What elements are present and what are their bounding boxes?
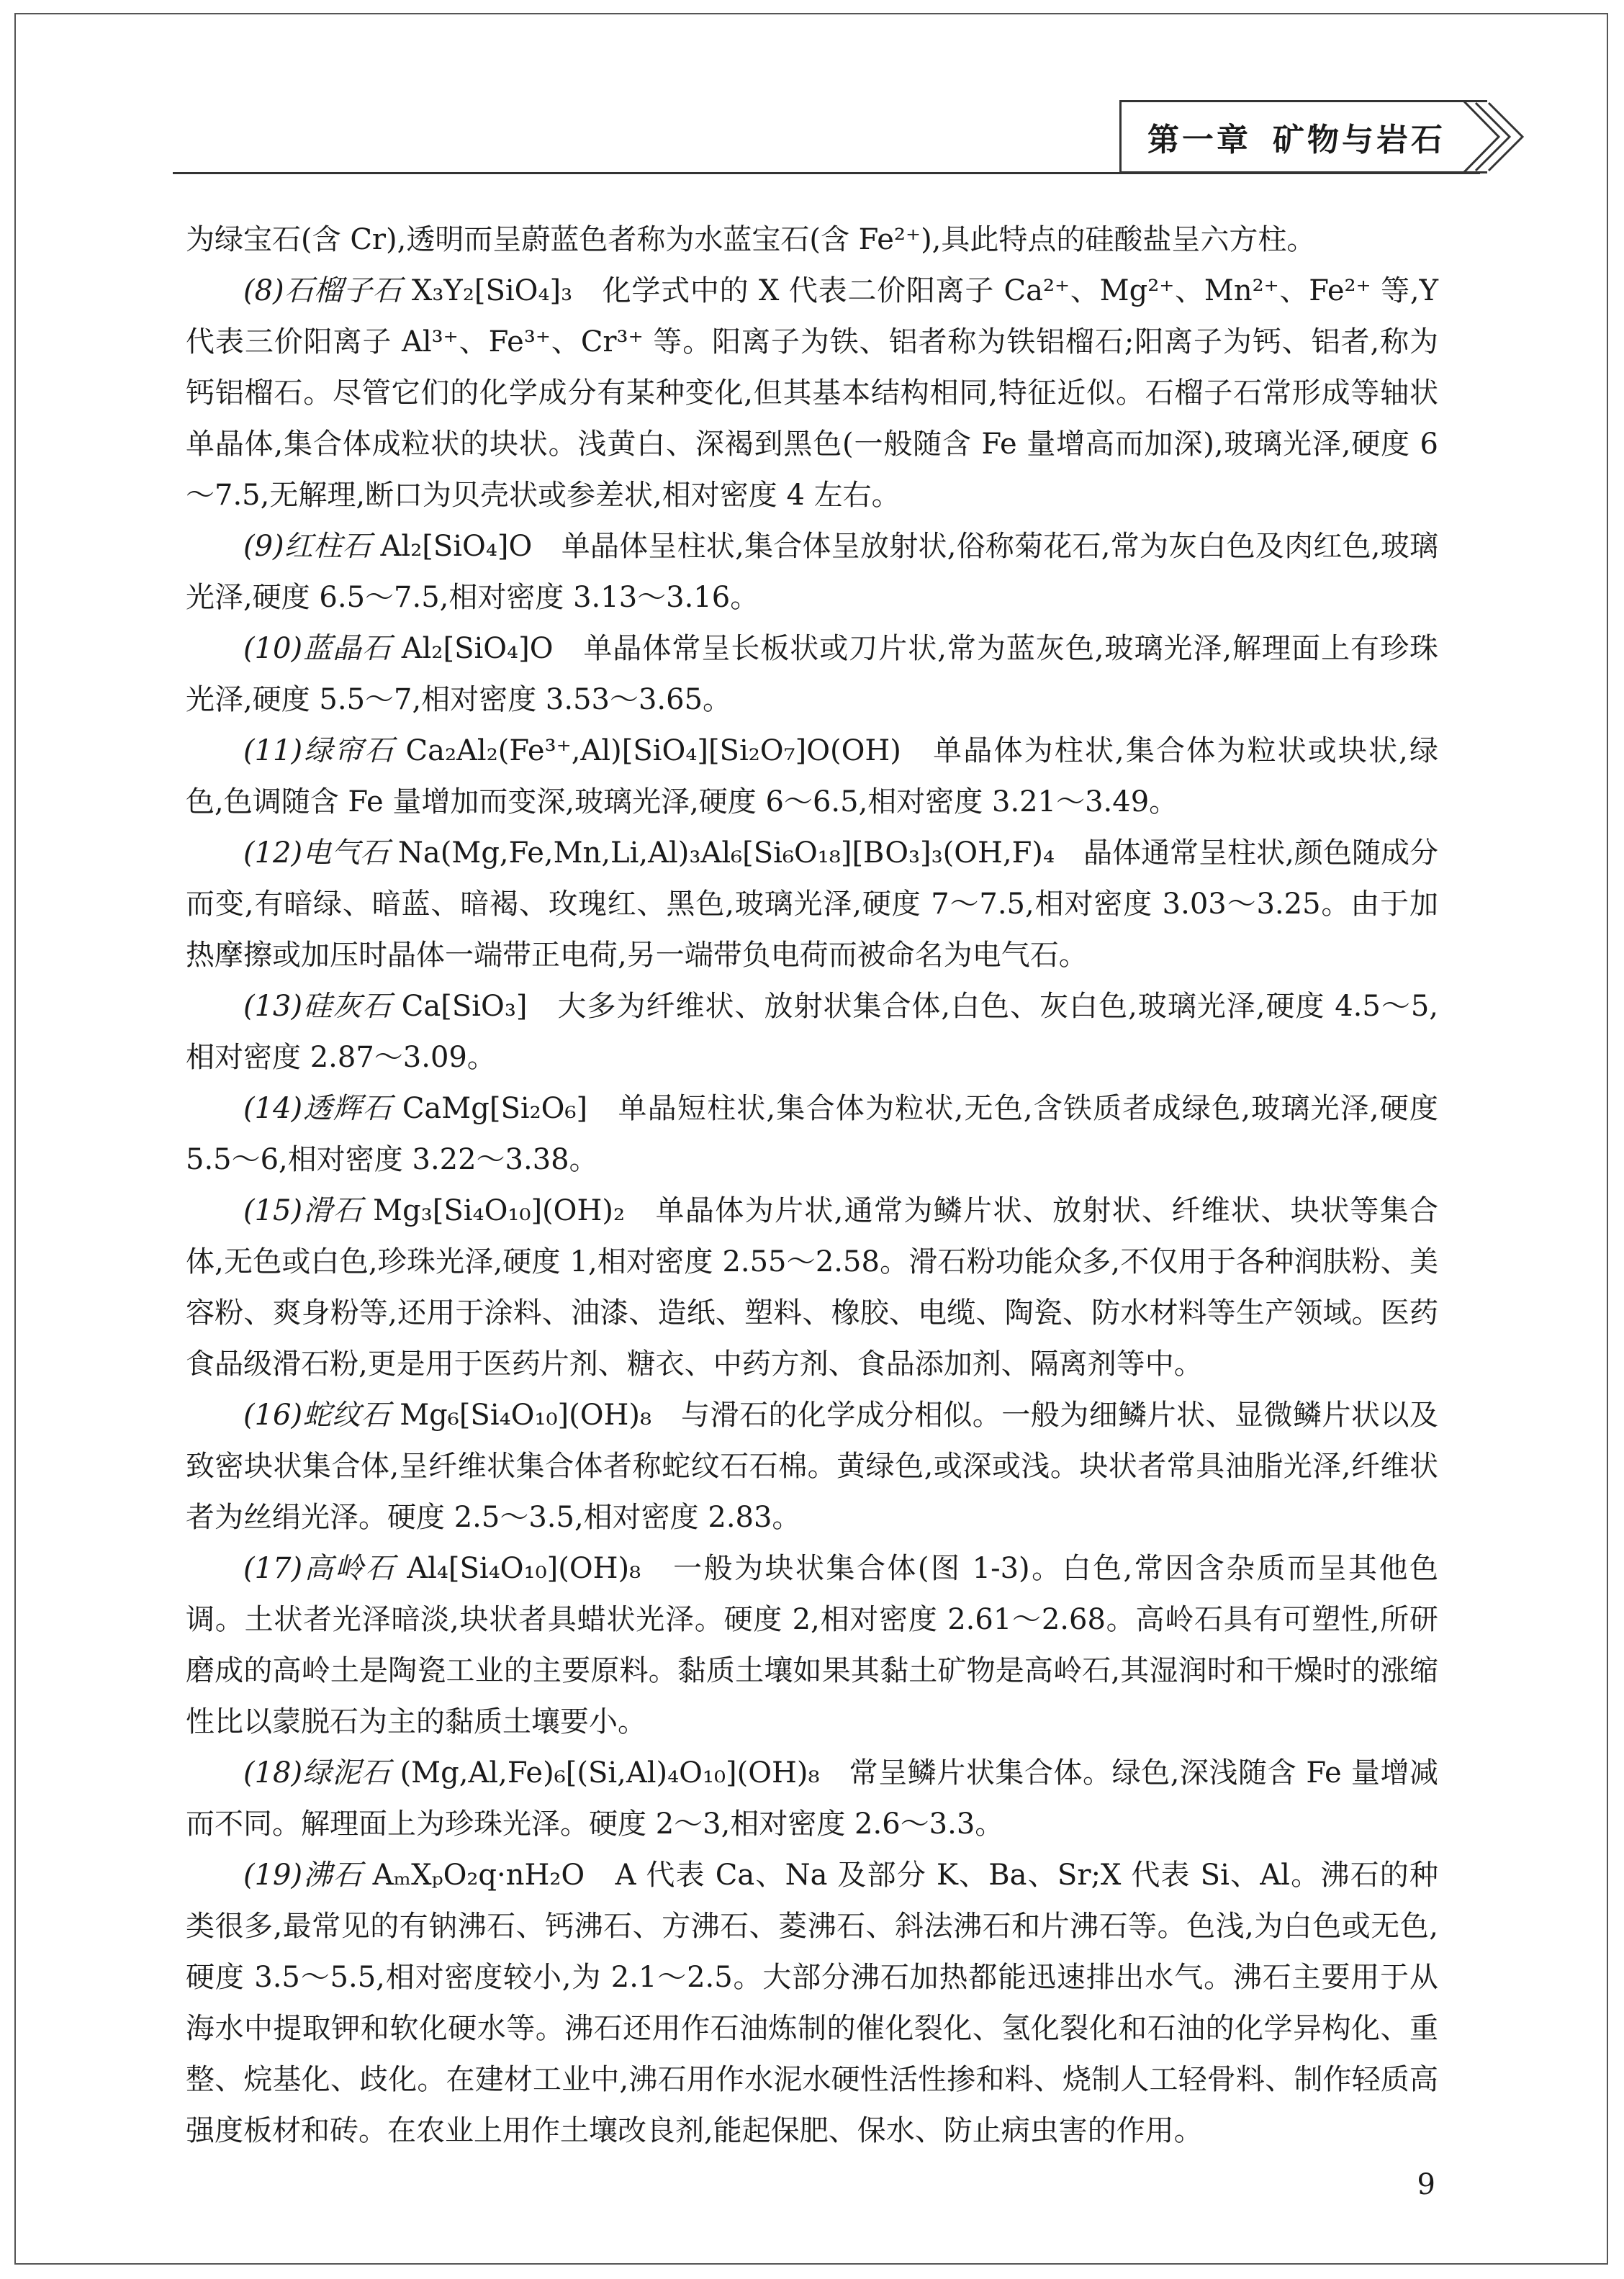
paragraph-text: Ca[SiO₃] 大多为纤维状、放射状集合体,白色、灰白色,玻璃光泽,硬度 4.5～5,相对密度 2.87～3.09。: [186, 990, 1438, 1074]
mineral-name: (9)红柱石: [243, 530, 371, 563]
chapter-header-box: [1119, 100, 1487, 173]
paragraph: [186, 266, 1438, 521]
mineral-name: (11)绿帘石: [243, 734, 395, 767]
page-number: 9: [1417, 2168, 1435, 2201]
mineral-name: (13)硅灰石: [243, 990, 392, 1023]
paragraph-text: CaMg[Si₂O₆] 单晶短柱状,集合体为粒状,无色,含铁质者成绿色,玻璃光泽,硬度 5.5～6,相对密度 3.22～3.38。: [186, 1092, 1439, 1176]
paragraph-text: X₃Y₂[SiO₄]₃ 化学式中的 X 代表二价阳离子 Ca²⁺、Mg²⁺、Mn²⁺、Fe²⁺ 等,Y 代表三价阳离子 Al³⁺、Fe³⁺、Cr³⁺ 等。阳离子为铁、铝者称为铁铝榴石;阳离子为钙、铝者,称为钙铝榴石。尽管它们的化学成分有某种变化,但其基本结构相同,特征近似。石榴子石常形成等轴状单晶体,集合体成粒状的块状。浅黄白、深褐到黑色(一般随含 Fe 量增高而加深),玻璃光泽,硬度 6～7.5,无解理,断口为贝壳状或参差状,相对密度 4 左右。: [186, 274, 1438, 512]
paragraph-text: Ca₂Al₂(Fe³⁺,Al)[SiO₄][Si₂O₇]O(OH) 单晶体为柱状,集合体为粒状或块状,绿色,色调随含 Fe 量增加而变深,玻璃光泽,硬度 6～6.5,相对密度 3.21～3.49。: [186, 734, 1438, 818]
body-text: [186, 215, 1438, 2157]
mineral-name: (12)电气石: [243, 836, 389, 870]
paragraph: [186, 623, 1438, 726]
mineral-name: (16)蛇纹石: [243, 1399, 391, 1432]
paragraph: [186, 521, 1438, 623]
paragraph-text: Mg₆[Si₄O₁₀](OH)₈ 与滑石的化学成分相似。一般为细鳞片状、显微鳞片状以及致密块状集合体,呈纤维状集合体者称蛇纹石石棉。黄绿色,或深或浅。块状者常具油脂光泽,纤维状者为丝绢光泽。硬度 2.5～3.5,相对密度 2.83。: [186, 1399, 1438, 1534]
paragraph: [186, 981, 1438, 1083]
paragraph: [186, 1748, 1438, 1850]
chevron-right-icon: [1457, 100, 1530, 173]
paragraph: [186, 1390, 1438, 1543]
paragraph: [186, 215, 1438, 266]
chapter-header: [1119, 101, 1487, 173]
paragraph-text: Al₄[Si₄O₁₀](OH)₈ 一般为块状集合体(图 1-3)。白色,常因含杂质而呈其他色调。土状者光泽暗淡,块状者具蜡状光泽。硬度 2,相对密度 2.61～2.68。高岭石具有可塑性,所研磨成的高岭土是陶瓷工业的主要原料。黏质土壤如果其黏土矿物是高岭石,其湿润时和干燥时的涨缩性比以蒙脱石为主的黏质土壤要小。: [186, 1552, 1439, 1738]
chapter-number: 第一章: [1147, 122, 1251, 158]
paragraph: [186, 1083, 1438, 1186]
paragraph-text: Na(Mg,Fe,Mn,Li,Al)₃Al₆[Si₆O₁₈][BO₃]₃(OH,F)₄ 晶体通常呈柱状,颜色随成分而变,有暗绿、暗蓝、暗褐、玫瑰红、黑色,玻璃光泽,硬度 7～7.5,相对密度 3.03～3.25。由于加热摩擦或加压时晶体一端带正电荷,另一端带负电荷而被命名为电气石。: [186, 836, 1439, 972]
mineral-name: (14)透辉石: [243, 1092, 392, 1125]
paragraph-text: (Mg,Al,Fe)₆[(Si,Al)₄O₁₀](OH)₈ 常呈鳞片状集合体。绿色,深浅随含 Fe 量增减而不同。解理面上为珍珠光泽。硬度 2～3,相对密度 2.6～3.3。: [186, 1756, 1439, 1841]
chapter-heading: [1147, 114, 1445, 160]
mineral-name: (15)滑石: [243, 1194, 364, 1227]
paragraph: [186, 1186, 1438, 1390]
paragraph-text: 为绿宝石(含 Cr),透明而呈蔚蓝色者称为水蓝宝石(含 Fe²⁺),具此特点的硅酸盐呈六方柱。: [186, 223, 1316, 256]
paragraph-text: AₘXₚO₂q·nH₂O A 代表 Ca、Na 及部分 K、Ba、Sr;X 代表 Si、Al。沸石的种类很多,最常见的有钠沸石、钙沸石、方沸石、菱沸石、斜法沸石和片沸石等。色浅,为白色或无色,硬度 3.5～5.5,相对密度较小,为 2.1～2.5。大部分沸石加热都能迅速排出水气。沸石主要用于从海水中提取钾和软化硬水等。沸石还用作石油炼制的催化裂化、氢化裂化和石油的化学异构化、重整、烷基化、歧化。在建材工业中,沸石用作水泥水硬性活性掺和料、烧制人工轻骨料、制作轻质高强度板材和砖。在农业上用作土壤改良剂,能起保肥、保水、防止病虫害的作用。: [186, 1859, 1439, 2147]
chapter-title: 矿物与岩石: [1273, 122, 1445, 158]
paragraph: [186, 828, 1438, 981]
mineral-name: (17)高岭石: [243, 1552, 397, 1585]
paragraph: [186, 1850, 1438, 2157]
mineral-name: (19)沸石: [243, 1859, 363, 1892]
mineral-name: (10)蓝晶石: [243, 632, 392, 665]
mineral-name: (8)石榴子石: [243, 274, 402, 307]
mineral-name: (18)绿泥石: [243, 1756, 391, 1790]
paragraph-text: Mg₃[Si₄O₁₀](OH)₂ 单晶体为片状,通常为鳞片状、放射状、纤维状、块状等集合体,无色或白色,珍珠光泽,硬度 1,相对密度 2.55～2.58。滑石粉功能众多,不仅用于各种润肤粉、美容粉、爽身粉等,还用于涂料、油漆、造纸、塑料、橡胶、电缆、陶瓷、防水材料等生产领域。医药食品级滑石粉,更是用于医药片剂、糖衣、中药方剂、食品添加剂、隔离剂等中。: [186, 1194, 1438, 1381]
paragraph-text: Al₂[SiO₄]O 单晶体常呈长板状或刀片状,常为蓝灰色,玻璃光泽,解理面上有珍珠光泽,硬度 5.5～7,相对密度 3.53～3.65。: [186, 632, 1439, 716]
paragraph-text: Al₂[SiO₄]O 单晶体呈柱状,集合体呈放射状,俗称菊花石,常为灰白色及肉红色,玻璃光泽,硬度 6.5～7.5,相对密度 3.13～3.16。: [186, 530, 1438, 614]
paragraph: [186, 726, 1438, 828]
paragraph: [186, 1543, 1438, 1748]
